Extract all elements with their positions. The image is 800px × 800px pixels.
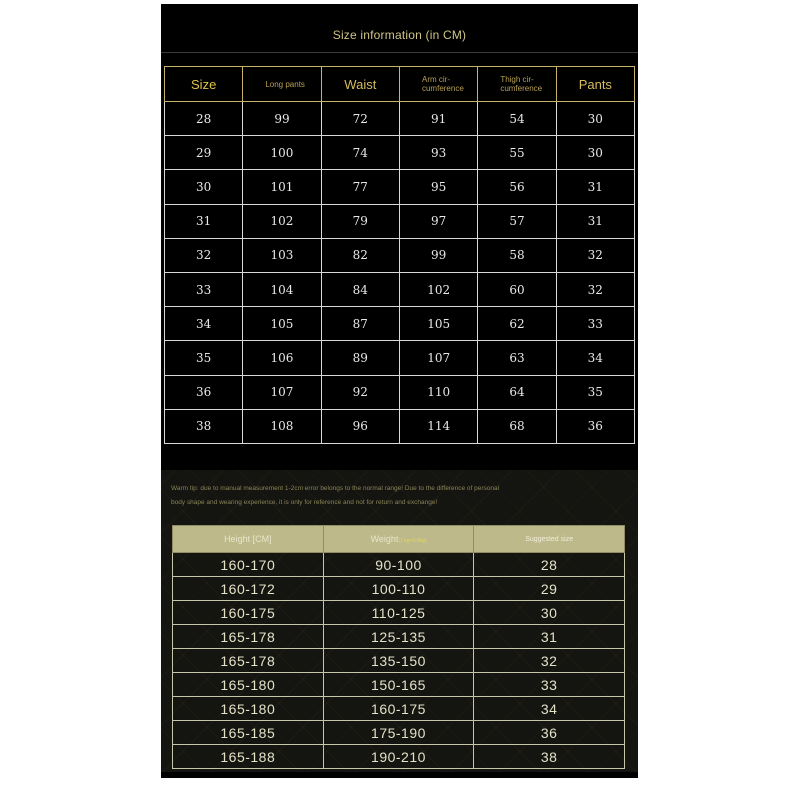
size-table-header <box>165 67 635 102</box>
size-table-cell: 89 <box>321 341 399 375</box>
header-size: Size <box>165 67 243 102</box>
size-table-cell: 64 <box>478 375 556 409</box>
size-info-title: Size information (in CM) <box>332 28 467 42</box>
size-table-cell: 106 <box>243 341 321 375</box>
height-table-row <box>173 721 625 745</box>
size-table-cell: 31 <box>556 204 634 238</box>
height-table-row <box>173 601 625 625</box>
header-weight-note: (1 kg=0.5kg) <box>398 538 427 544</box>
size-table-cell: 33 <box>165 272 243 306</box>
height-table-cell: 160-175 <box>173 601 324 625</box>
size-table-cell: 30 <box>556 136 634 170</box>
header-long-pants: Long pants <box>243 67 321 102</box>
size-info-section <box>161 4 638 470</box>
size-table-cell: 79 <box>321 204 399 238</box>
size-table-cell: 99 <box>243 102 321 136</box>
size-table-cell: 103 <box>243 238 321 272</box>
size-table-cell: 30 <box>556 102 634 136</box>
height-table-cell: 135-150 <box>323 649 474 673</box>
height-table-cell: 34 <box>474 697 625 721</box>
header-pants: Pants <box>556 67 634 102</box>
size-table-row <box>165 375 635 409</box>
height-table-cell: 33 <box>474 673 625 697</box>
height-table-cell: 90-100 <box>323 553 474 577</box>
size-table-row <box>165 136 635 170</box>
size-table-cell: 102 <box>399 272 477 306</box>
size-table-cell: 35 <box>165 341 243 375</box>
size-table-cell: 99 <box>399 238 477 272</box>
height-table-cell: 100-110 <box>323 577 474 601</box>
size-table-cell: 36 <box>165 375 243 409</box>
size-table-cell: 101 <box>243 170 321 204</box>
size-table-row <box>165 272 635 306</box>
height-table-row <box>173 553 625 577</box>
size-table-cell: 95 <box>399 170 477 204</box>
header-height: Height [CM] <box>173 526 324 553</box>
size-table-cell: 28 <box>165 102 243 136</box>
size-table-row <box>165 238 635 272</box>
size-table-cell: 107 <box>243 375 321 409</box>
size-table-cell: 32 <box>556 272 634 306</box>
size-table-row <box>165 409 635 443</box>
header-weight-label: Weight <box>370 534 399 544</box>
size-chart-panel <box>161 4 638 778</box>
header-weight <box>323 526 474 553</box>
height-table-cell: 160-170 <box>173 553 324 577</box>
height-table-cell: 28 <box>474 553 625 577</box>
warm-tip-text: Warm tip: due to manual measurement 1-2cm error belongs to the normal range! Due to the difference of personal body shape and wearing experience, it is only for reference and not for return and exchange! <box>171 485 500 506</box>
size-table-cell: 100 <box>243 136 321 170</box>
size-table-cell: 96 <box>321 409 399 443</box>
size-table-cell: 72 <box>321 102 399 136</box>
size-table-cell: 34 <box>165 307 243 341</box>
size-table-cell: 32 <box>165 238 243 272</box>
size-table-cell: 114 <box>399 409 477 443</box>
height-table-cell: 29 <box>474 577 625 601</box>
header-arm-circumference: Arm cir-cumference <box>399 67 477 102</box>
height-table-cell: 165-180 <box>173 673 324 697</box>
size-table-row <box>165 102 635 136</box>
size-table-cell: 60 <box>478 272 556 306</box>
height-table-cell: 125-135 <box>323 625 474 649</box>
size-table-cell: 57 <box>478 204 556 238</box>
size-table-cell: 107 <box>399 341 477 375</box>
size-table-cell: 31 <box>165 204 243 238</box>
height-table-cell: 36 <box>474 721 625 745</box>
size-table-cell: 30 <box>165 170 243 204</box>
size-table-cell: 97 <box>399 204 477 238</box>
height-table-cell: 165-185 <box>173 721 324 745</box>
size-table-row <box>165 307 635 341</box>
height-table-row <box>173 673 625 697</box>
size-table-cell: 108 <box>243 409 321 443</box>
size-table-cell: 84 <box>321 272 399 306</box>
size-table-cell: 91 <box>399 102 477 136</box>
size-table <box>164 66 635 444</box>
size-table-cell: 29 <box>165 136 243 170</box>
height-table-cell: 165-178 <box>173 649 324 673</box>
size-table-cell: 105 <box>243 307 321 341</box>
height-table-row <box>173 625 625 649</box>
height-weight-section <box>161 470 638 778</box>
size-table-cell: 102 <box>243 204 321 238</box>
height-table-cell: 165-178 <box>173 625 324 649</box>
size-table-cell: 68 <box>478 409 556 443</box>
height-table-cell: 110-125 <box>323 601 474 625</box>
size-table-cell: 55 <box>478 136 556 170</box>
size-table-cell: 74 <box>321 136 399 170</box>
height-table-cell: 160-172 <box>173 577 324 601</box>
height-table-cell: 150-165 <box>323 673 474 697</box>
height-weight-table <box>172 525 625 769</box>
height-table-cell: 190-210 <box>323 745 474 769</box>
size-table-cell: 34 <box>556 341 634 375</box>
size-table-cell: 56 <box>478 170 556 204</box>
size-table-cell: 32 <box>556 238 634 272</box>
size-table-cell: 35 <box>556 375 634 409</box>
height-table-cell: 32 <box>474 649 625 673</box>
size-table-cell: 77 <box>321 170 399 204</box>
size-table-cell: 58 <box>478 238 556 272</box>
size-table-cell: 38 <box>165 409 243 443</box>
height-table-row <box>173 745 625 769</box>
height-table-cell: 30 <box>474 601 625 625</box>
size-table-cell: 63 <box>478 341 556 375</box>
panel-footer <box>161 772 638 778</box>
size-table-cell: 87 <box>321 307 399 341</box>
height-table-cell: 165-188 <box>173 745 324 769</box>
size-table-cell: 54 <box>478 102 556 136</box>
size-table-cell: 36 <box>556 409 634 443</box>
height-table-row <box>173 649 625 673</box>
size-table-row <box>165 341 635 375</box>
size-table-cell: 31 <box>556 170 634 204</box>
size-table-cell: 82 <box>321 238 399 272</box>
size-table-cell: 105 <box>399 307 477 341</box>
size-table-cell: 92 <box>321 375 399 409</box>
size-table-cell: 62 <box>478 307 556 341</box>
header-thigh-circumference: Thigh cir-cumference <box>478 67 556 102</box>
size-table-cell: 33 <box>556 307 634 341</box>
size-table-row <box>165 170 635 204</box>
height-table-cell: 160-175 <box>323 697 474 721</box>
height-table-row <box>173 577 625 601</box>
header-waist: Waist <box>321 67 399 102</box>
size-table-row <box>165 204 635 238</box>
size-table-cell: 104 <box>243 272 321 306</box>
header-suggested-size: Suggested size <box>474 526 625 553</box>
title-divider <box>161 52 638 53</box>
height-table-header <box>173 526 625 553</box>
size-table-cell: 93 <box>399 136 477 170</box>
height-table-cell: 38 <box>474 745 625 769</box>
height-table-cell: 31 <box>474 625 625 649</box>
height-table-row <box>173 697 625 721</box>
size-table-cell: 110 <box>399 375 477 409</box>
height-table-cell: 165-180 <box>173 697 324 721</box>
height-table-cell: 175-190 <box>323 721 474 745</box>
